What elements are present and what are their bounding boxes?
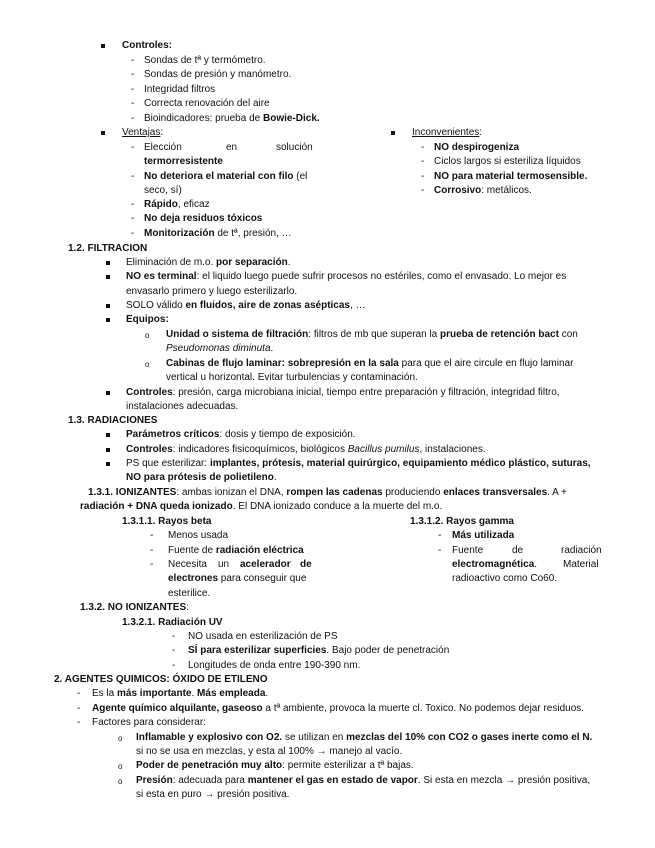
- equipos-item: vertical u horizontal. Evitar turbulencias y contaminación.: [166, 372, 418, 383]
- circle-bullet: o: [118, 734, 123, 743]
- radiacion-uv-item: Longitudes de onda entre 190-390 nm.: [188, 660, 361, 671]
- factor-item: si esta en puro → presión positiva.: [136, 789, 290, 800]
- dash-marker: -: [150, 530, 154, 541]
- ventajas-item: No deteriora el material con filo (el: [144, 171, 308, 182]
- dash-marker: -: [77, 688, 81, 699]
- factor-item: Presión: adecuada para mantener el gas en estado de vapor. Si esta en mezcla → presión positiva,: [136, 775, 591, 786]
- inconvenientes-item: NO para material termosensible.: [434, 171, 588, 182]
- dash-marker: -: [77, 703, 81, 714]
- dash-marker: -: [131, 113, 135, 124]
- dash-marker: -: [131, 213, 135, 224]
- equipos-item: Cabinas de flujo laminar: sobrepresión en la sala para que el aire circule en flujo laminar: [166, 358, 574, 369]
- rayos-gamma-item: Material: [563, 559, 599, 570]
- equipos-item: Pseudomonas diminuta.: [166, 343, 274, 354]
- equipos-item: Unidad o sistema de filtración: filtros de mb que superan la prueba de retención bact con: [166, 329, 578, 340]
- circle-bullet: o: [118, 777, 123, 786]
- ventajas-title: Ventajas:: [122, 127, 164, 138]
- inconvenientes-item: NO despirogeniza: [434, 142, 520, 153]
- rayos-gamma-item: radiación: [561, 545, 602, 556]
- controles-item: Sondas de tª y termómetro.: [144, 55, 266, 66]
- ionizantes-paragraph: 1.3.1. IONIZANTES: ambas ionizan el DNA, rompen las cadenas produciendo enlaces transversales. A +: [88, 487, 567, 498]
- rayos-gamma-item: Más utilizada: [452, 530, 515, 541]
- ventajas-item: Elección: [144, 142, 182, 153]
- inconvenientes-item: Ciclos largos si esteriliza líquidos: [434, 156, 581, 167]
- dash-marker: -: [77, 717, 81, 728]
- dash-marker: -: [131, 199, 135, 210]
- controles-item: Sondas de presión y manómetro.: [144, 69, 292, 80]
- inconvenientes-item: Corrosivo: metálicos.: [434, 185, 532, 196]
- radiaciones-item: Parámetros críticos: dosis y tiempo de exposición.: [126, 429, 356, 440]
- dash-marker: -: [131, 84, 135, 95]
- ventajas-item: seco, sí): [144, 185, 182, 196]
- bullet-square: [101, 131, 105, 135]
- quimicos-item: Agente químico alquilante, gaseoso a tª ambiente, provoca la muerte cl. Toxico. No podemos dejar residuos.: [92, 703, 585, 714]
- quimicos-item: Es la más importante. Más empleada.: [92, 688, 269, 699]
- filtracion-item: Eliminación de m.o. por separación.: [126, 257, 291, 268]
- dash-marker: -: [131, 98, 135, 109]
- rayos-gamma-title: 1.3.1.2. Rayos gamma: [410, 516, 514, 527]
- filtracion-controles: instalaciones adecuadas.: [126, 401, 239, 412]
- rayos-beta-item: Fuente de radiación eléctrica: [168, 545, 304, 556]
- circle-bullet: o: [118, 762, 123, 771]
- ventajas-item: Rápido, eficaz: [144, 199, 210, 210]
- section-heading: 1.3. RADIACIONES: [68, 415, 158, 426]
- radiaciones-item: Controles: indicadores fisicoquímicos, biológicos Bacillus pumilus, instalaciones.: [126, 444, 486, 455]
- filtracion-item: NO es terminal: el liquido luego puede sufrir procesos no estériles, como el envasado. Lo mejor es: [126, 271, 567, 282]
- ventajas-item: No deja residuos tóxicos: [144, 213, 263, 224]
- bullet-square: [106, 391, 110, 395]
- bullet-square: [391, 131, 395, 135]
- bullet-square: [106, 462, 110, 466]
- section-heading: 2. AGENTES QUIMICOS: ÓXIDO DE ETILENO: [54, 674, 268, 685]
- ventajas-item: en: [226, 142, 238, 153]
- inconvenientes-title: Inconvenientes:: [412, 127, 483, 138]
- factor-item: Poder de penetración muy alto: permite esterilizar a tª bajas.: [136, 760, 414, 771]
- filtracion-item: SOLO válido en fluidos, aire de zonas asépticas, …: [126, 300, 366, 311]
- radiacion-uv-item: SÍ para esterilizar superficies. Bajo poder de penetración: [188, 645, 450, 656]
- radiaciones-item: PS que esterilizar: implantes, prótesis, material quirúrgico, equipamiento médico plástico, suturas,: [126, 458, 591, 469]
- radiacion-uv-item: NO usada en esterilización de PS: [188, 631, 338, 642]
- bullet-square: [106, 275, 110, 279]
- dash-marker: -: [421, 185, 425, 196]
- dash-marker: -: [131, 142, 135, 153]
- rayos-gamma-item: radioactivo como Co60.: [452, 573, 558, 584]
- rayos-beta-item: acelerador: [240, 559, 291, 570]
- bullet-square: [106, 318, 110, 322]
- no-ionizantes-heading: 1.3.2. NO IONIZANTES:: [80, 602, 189, 613]
- bullet-square: [101, 44, 105, 48]
- dash-marker: -: [421, 171, 425, 182]
- ventajas-item: Monitorización de tª, presión, …: [144, 228, 292, 239]
- dash-marker: -: [131, 228, 135, 239]
- rayos-beta-item: Menos usada: [168, 530, 229, 541]
- rayos-beta-title: 1.3.1.1. Rayos beta: [122, 516, 212, 527]
- factor-item: Inflamable y explosivo con O2. se utilizan en mezclas del 10% con CO2 o gases inerte como el N.: [136, 732, 593, 743]
- controles-item: Integridad filtros: [144, 84, 216, 95]
- rayos-gamma-item: Fuente: [452, 545, 484, 556]
- ventajas-item: termorresistente: [144, 156, 223, 167]
- dash-marker: -: [172, 631, 176, 642]
- dash-marker: -: [421, 156, 425, 167]
- bullet-square: [106, 433, 110, 437]
- rayos-beta-item: Necesita: [168, 559, 207, 570]
- rayos-beta-item: un: [218, 559, 230, 570]
- dash-marker: -: [438, 545, 442, 556]
- bullet-square: [106, 448, 110, 452]
- controles-item: Correcta renovación del aire: [144, 98, 270, 109]
- dash-marker: -: [438, 530, 442, 541]
- ventajas-item: solución: [276, 142, 313, 153]
- section-heading: 1.2. FILTRACION: [68, 243, 148, 254]
- radiaciones-item: NO para prótesis de polietileno.: [126, 472, 277, 483]
- rayos-gamma-item: electromagnética.: [452, 559, 538, 570]
- filtracion-controles: Controles: presión, carga microbiana inicial, tiempo entre preparación y filtración, integridad filtro,: [126, 387, 560, 398]
- dash-marker: -: [150, 559, 154, 570]
- dash-marker: -: [131, 69, 135, 80]
- factor-item: si no se usa en mezclas, y esta al 100% → manejo al vacío.: [136, 746, 403, 757]
- rayos-beta-item: electrones para conseguir que: [168, 573, 307, 584]
- equipos-title: Equipos:: [126, 314, 169, 325]
- circle-bullet: o: [145, 331, 150, 340]
- dash-marker: -: [172, 645, 176, 656]
- dash-marker: -: [172, 660, 176, 671]
- filtracion-item: envasarlo primero y luego esterilizarlo.: [126, 286, 298, 297]
- dash-marker: -: [421, 142, 425, 153]
- circle-bullet: o: [145, 360, 150, 369]
- dash-marker: -: [131, 171, 135, 182]
- rayos-beta-item: de: [300, 559, 312, 570]
- bullet-square: [106, 304, 110, 308]
- quimicos-item: Factores para considerar:: [92, 717, 206, 728]
- dash-marker: -: [150, 545, 154, 556]
- rayos-beta-item: esterilice.: [168, 588, 211, 599]
- ionizantes-paragraph: radiación + DNA queda ionizado. El DNA ionizado conduce a la muerte del m.o.: [80, 501, 443, 512]
- bullet-square: [106, 261, 110, 265]
- rayos-gamma-item: de: [512, 545, 524, 556]
- controles-item: Bioindicadores: prueba de Bowie-Dick.: [144, 113, 320, 124]
- dash-marker: -: [131, 55, 135, 66]
- radiacion-uv-title: 1.3.2.1. Radiación UV: [122, 617, 223, 628]
- controles-title: Controles:: [122, 40, 173, 51]
